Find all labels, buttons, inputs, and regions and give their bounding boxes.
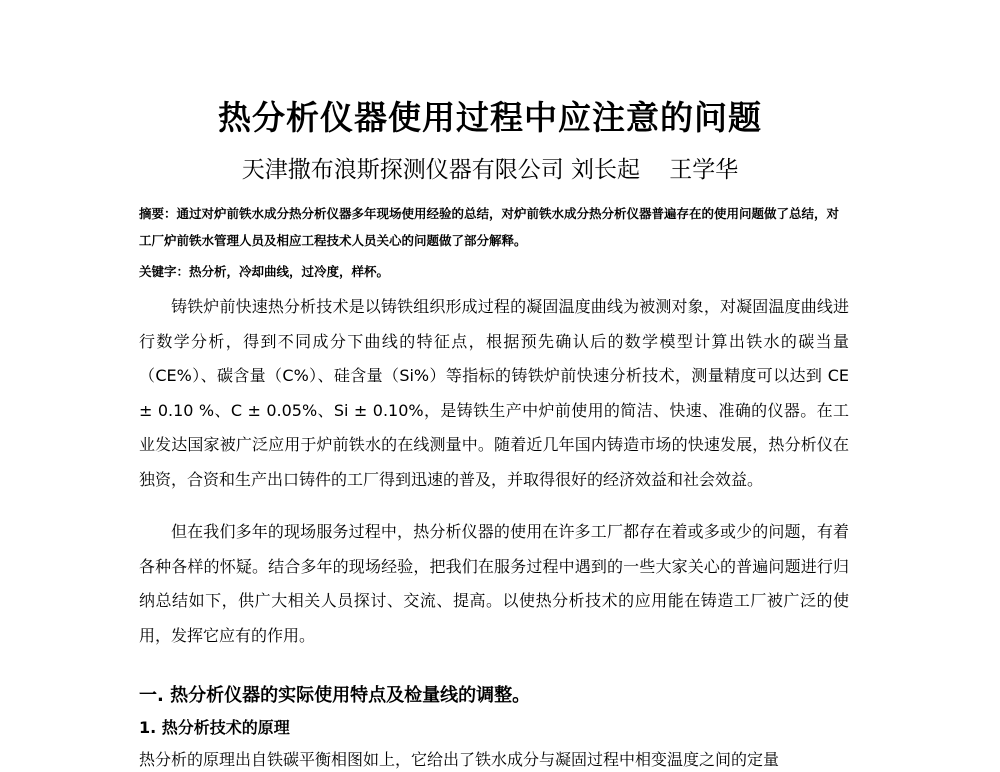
author-line <box>0 151 980 184</box>
subsection-heading: 1. 热分析技术的原理 <box>139 718 290 737</box>
body-paragraph: 铸铁炉前快速热分析技术是以铸铁组织形成过程的凝固温度曲线为被测对象，对凝固温度曲线进行数学分析，得到不同成分下曲线的特征点，根据预先确认后的数学模型计算出铁水的碳当量（CE%）、碳含量（C%）、硅含量（Si%）等指标的铸铁炉前快速分析技术，测量精度可以达到 CE ± 0.10 %、C ± 0.05%、Si ± 0.10%，是铸铁生产中炉前使用的简洁、快速、准确的仪器。在工业发达国家被广泛应用于炉前铁水的在线测量中。随着近几年国内铸造市场的快速发展，热分析仪在独资，合资和生产出口铸件的工厂得到迅速的普及，并取得很好的经济效益和社会效益。 <box>139 297 849 489</box>
keywords-text: 热分析，冷却曲线，过冷度，样杯。 <box>189 264 390 279</box>
company-name: 天津撒布浪斯探测仪器有限公司 <box>241 157 564 183</box>
keywords-label: 关键字： <box>139 264 190 279</box>
keywords <box>139 258 849 285</box>
abstract-text: 通过对炉前铁水成分热分析仪器多年现场使用经验的总结，对炉前铁水成分热分析仪器普遍存在的使用问题做了总结，对工厂炉前铁水管理人员及相应工程技术人员关心的问题做了部分解释。 <box>139 206 840 248</box>
paper-title: 热分析仪器使用过程中应注意的问题 <box>218 98 762 137</box>
author-name: 王学华 <box>669 157 739 183</box>
section-heading: 一. 热分析仪器的实际使用特点及检量线的调整。 <box>139 685 531 706</box>
body-paragraph: 但在我们多年的现场服务过程中，热分析仪器的使用在许多工厂都存在着或多或少的问题，有着各种各样的怀疑。结合多年的现场经验，把我们在服务过程中遇到的一些大家关心的普遍问题进行归纳总结如下，供广大相关人员探讨、交流、提高。以使热分析技术的应用能在铸造工厂被广泛的使用，发挥它应有的作用。 <box>139 522 849 645</box>
abstract-label: 摘要： <box>139 206 177 221</box>
abstract <box>139 200 849 254</box>
body-paragraph-cutoff: 热分析的原理出自铁碳平衡相图如上，它给出了铁水成分与凝固过程中相变温度之间的定量 <box>139 750 780 769</box>
author-name: 刘长起 <box>571 157 641 183</box>
